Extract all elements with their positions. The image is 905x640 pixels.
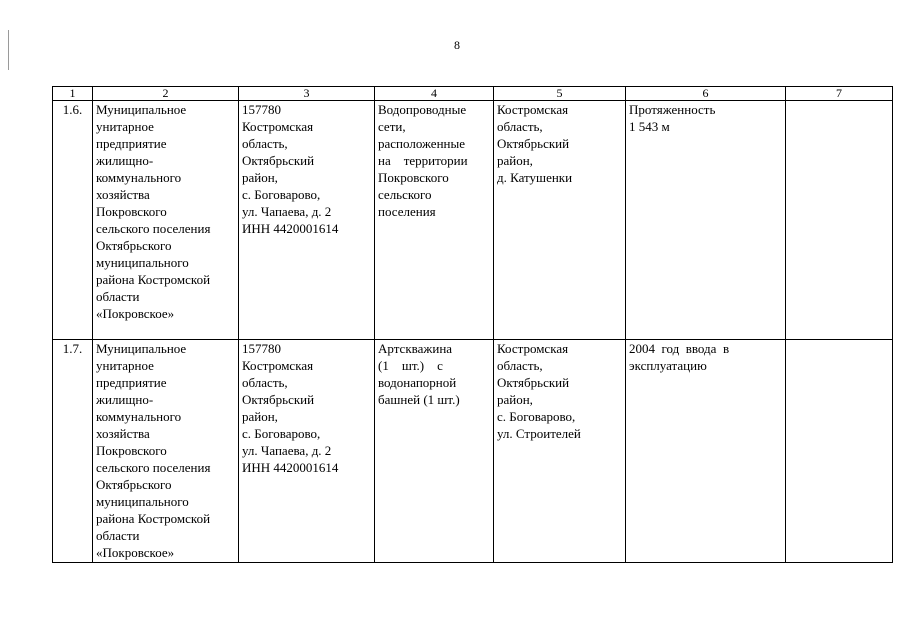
address-line: Октябрьский [242, 153, 315, 168]
owner-line: Октябрьского [96, 238, 172, 253]
object-line: Артскважина [378, 341, 453, 356]
col7-cell [786, 101, 893, 340]
owner-line: Октябрьского [96, 477, 172, 492]
address-line: район, [242, 409, 278, 424]
row-number: 1.7. [53, 340, 93, 563]
object-line: сети, [378, 119, 406, 134]
owner-line: муниципального [96, 255, 189, 270]
location-line: район, [497, 392, 533, 407]
owner-line: коммунального [96, 170, 182, 185]
characteristic-cell [626, 340, 786, 563]
object-line: водонапорной [378, 375, 457, 390]
header-col-6: 6 [626, 87, 786, 101]
object-line: (1 шт.) с [378, 358, 443, 373]
owner-line: Муниципальное [96, 102, 187, 117]
address-line: с. Боговарово, [242, 426, 321, 441]
table-row [53, 101, 893, 340]
owner-line: Покровского [96, 204, 167, 219]
object-cell [375, 101, 494, 340]
address-line: 157780 [242, 102, 281, 117]
owner-line: жилищно- [96, 392, 154, 407]
owner-line: области [96, 289, 140, 304]
location-line: область, [497, 119, 543, 134]
owner-cell [93, 340, 239, 563]
location-line: район, [497, 153, 533, 168]
col7-cell [786, 340, 893, 563]
address-line: ул. Чапаева, д. 2 [242, 204, 332, 219]
header-col-7: 7 [786, 87, 893, 101]
owner-line: Муниципальное [96, 341, 187, 356]
characteristic-cell [626, 101, 786, 340]
owner-line: унитарное [96, 358, 154, 373]
location-cell [494, 340, 626, 563]
owner-line: сельского поселения [96, 221, 211, 236]
scan-margin-mark [8, 30, 9, 70]
address-line: Костромская [242, 119, 314, 134]
header-col-4: 4 [375, 87, 494, 101]
address-line: ул. Чапаева, д. 2 [242, 443, 332, 458]
object-line: башней (1 шт.) [378, 392, 460, 407]
address-line: с. Боговарово, [242, 187, 321, 202]
address-cell [239, 340, 375, 563]
table-row [53, 340, 893, 563]
address-cell [239, 101, 375, 340]
owner-line: коммунального [96, 409, 182, 424]
owner-cell [93, 101, 239, 340]
owner-line: «Покровское» [96, 306, 175, 321]
characteristic-line: 1 543 м [629, 119, 670, 134]
owner-line: предприятие [96, 375, 167, 390]
owner-line: муниципального [96, 494, 189, 509]
object-line: Покровского [378, 170, 449, 185]
header-row [53, 87, 893, 101]
row-number: 1.6. [53, 101, 93, 340]
location-line: Октябрьский [497, 375, 570, 390]
address-line: ИНН 4420001614 [242, 460, 339, 475]
owner-line: хозяйства [96, 426, 150, 441]
owner-line: района Костромской [96, 272, 211, 287]
owner-line: «Покровское» [96, 545, 175, 560]
location-line: Костромская [497, 102, 569, 117]
characteristic-line: эксплуатацию [629, 358, 707, 373]
location-line: область, [497, 358, 543, 373]
location-line: Октябрьский [497, 136, 570, 151]
header-col-1: 1 [53, 87, 93, 101]
header-col-5: 5 [494, 87, 626, 101]
address-line: 157780 [242, 341, 281, 356]
page-number: 8 [454, 38, 460, 52]
characteristic-line: 2004 год ввода в [629, 341, 730, 356]
address-line: Костромская [242, 358, 314, 373]
location-line: д. Катушенки [497, 170, 573, 185]
address-line: область, [242, 136, 288, 151]
owner-line: области [96, 528, 140, 543]
location-line: ул. Строителей [497, 426, 581, 441]
object-line: сельского [378, 187, 432, 202]
address-line: ИНН 4420001614 [242, 221, 339, 236]
address-line: область, [242, 375, 288, 390]
object-line: на территории [378, 153, 468, 168]
location-line: Костромская [497, 341, 569, 356]
object-line: расположенные [378, 136, 465, 151]
address-line: Октябрьский [242, 392, 315, 407]
owner-line: сельского поселения [96, 460, 211, 475]
header-col-2: 2 [93, 87, 239, 101]
owner-line: унитарное [96, 119, 154, 134]
owner-line: жилищно- [96, 153, 154, 168]
address-line: район, [242, 170, 278, 185]
object-line: поселения [378, 204, 436, 219]
owner-line: Покровского [96, 443, 167, 458]
owner-line: хозяйства [96, 187, 150, 202]
header-col-3: 3 [239, 87, 375, 101]
property-registry-table [52, 86, 893, 563]
owner-line: района Костромской [96, 511, 211, 526]
location-line: с. Боговарово, [497, 409, 576, 424]
owner-line: предприятие [96, 136, 167, 151]
object-cell [375, 340, 494, 563]
characteristic-line: Протяженность [629, 102, 716, 117]
location-cell [494, 101, 626, 340]
object-line: Водопроводные [378, 102, 467, 117]
